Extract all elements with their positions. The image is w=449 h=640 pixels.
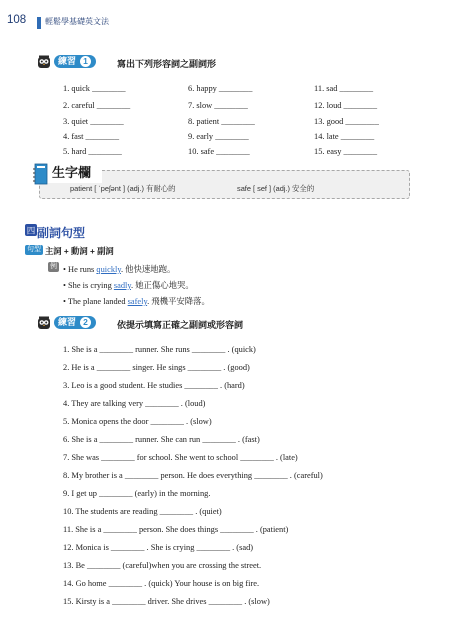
exercise1-item: 6. happy ________: [188, 84, 253, 93]
exercise1-item: 11. sad ________: [314, 84, 374, 93]
exercise2-item: 4. They are talking very ________ . (loud): [63, 399, 206, 408]
vocab-entry: safe [ sef ] (adj.) 安全的: [237, 184, 315, 193]
exercise1-item: 8. patient ________: [188, 117, 255, 126]
pattern-formula: 主詞 + 動詞 + 副詞: [45, 246, 114, 256]
section-number-icon: [25, 224, 37, 238]
exercise1-item: 1. quick ________: [63, 84, 126, 93]
example-text: • The plane landed: [63, 297, 128, 306]
example-adverb: sadly: [113, 281, 131, 290]
example-text: • She is crying: [63, 281, 114, 290]
exercise1-item: 12. loud ________: [314, 101, 378, 110]
exercise2-badge: [54, 316, 96, 329]
vocab-entry: patient [ ˈpeʃənt ] (adj.) 有耐心的: [70, 184, 176, 193]
exercise2-item: 12. Monica is ________ . She is crying ________ . (sad): [63, 543, 254, 552]
example-tag: 例: [50, 263, 57, 270]
example-text: . 她正傷心地哭。: [131, 281, 194, 290]
exercise1-item: 13. good ________: [314, 117, 379, 126]
exercise1-number: 1: [80, 56, 91, 67]
example-adverb: safely: [127, 297, 148, 306]
example-text: . 他快速地跑。: [120, 265, 176, 274]
exercise2-item: 6. She is a ________ runner. She can run ________ . (fast): [63, 435, 260, 444]
exercise1-item: 7. slow ________: [188, 101, 248, 110]
example-sentence: [63, 263, 175, 275]
exercise2-item: 10. The students are reading ________ . (quiet): [63, 507, 222, 516]
owl-icon: [37, 55, 51, 71]
exercise2-item: 13. Be ________ (careful)when you are crossing the street.: [63, 561, 262, 570]
exercise2-item: 1. She is a ________ runner. She runs ________ . (quick): [63, 345, 256, 354]
exercise2-item: 3. Leo is a good student. He studies ________ . (hard): [63, 381, 245, 390]
exercise1-item: 5. hard ________: [63, 147, 122, 156]
exercise2-item: 8. My brother is a ________ person. He does everything ________ . (careful): [63, 471, 323, 480]
owl-icon: [37, 316, 51, 332]
example-adverb: quickly: [96, 265, 121, 274]
exercise2-item: 9. I get up ________ (early) in the morning.: [63, 489, 211, 498]
example-sentence: [63, 295, 210, 307]
exercise1-item: 14. late ________: [314, 132, 375, 141]
exercise1-item: 15. easy ________: [314, 147, 378, 156]
exercise2-title: 依提示填寫正確之副詞或形容詞: [117, 320, 244, 330]
book-title: 輕鬆學基礎英文法: [45, 17, 109, 26]
section-title: 副詞句型: [37, 226, 86, 240]
example-text: . 飛機平安降落。: [147, 297, 210, 306]
exercise2-item: 7. She was ________ for school. She went to school ________ . (late): [63, 453, 298, 462]
header-accent-bar: [37, 17, 41, 29]
exercise1-item: 3. quiet ________: [63, 117, 124, 126]
exercise1-item: 2. careful ________: [63, 101, 131, 110]
exercise1-label: 練習: [58, 56, 77, 66]
exercise2-label: 練習: [58, 317, 77, 327]
notebook-icon: [33, 163, 49, 187]
exercise2-item: 2. He is a ________ singer. He sings ________ . (good): [63, 363, 250, 372]
example-text: • He runs: [63, 265, 97, 274]
exercise2-item: 15. Kirsty is a ________ driver. She drives ________ . (slow): [63, 597, 270, 606]
exercise1-title: 寫出下列形容詞之副詞形: [117, 59, 217, 69]
page-number: 108: [7, 14, 27, 26]
section-number-glyph: 四: [26, 226, 36, 236]
exercise1-item: 9. early ________: [188, 132, 249, 141]
example-sentence: [63, 279, 194, 291]
pattern-tag: 句型: [27, 246, 41, 253]
exercise1-item: 4. fast ________: [63, 132, 120, 141]
exercise1-item: 10. safe ________: [188, 147, 250, 156]
vocab-heading-text: 生字欄: [52, 165, 92, 180]
exercise2-item: 11. She is a ________ person. She does things ________ . (patient): [63, 525, 289, 534]
exercise2-number: 2: [80, 317, 91, 328]
exercise2-item: 14. Go home ________ . (quick) Your house is on big fire.: [63, 579, 260, 588]
exercise2-item: 5. Monica opens the door ________ . (slow): [63, 417, 212, 426]
exercise1-badge: [54, 55, 96, 68]
